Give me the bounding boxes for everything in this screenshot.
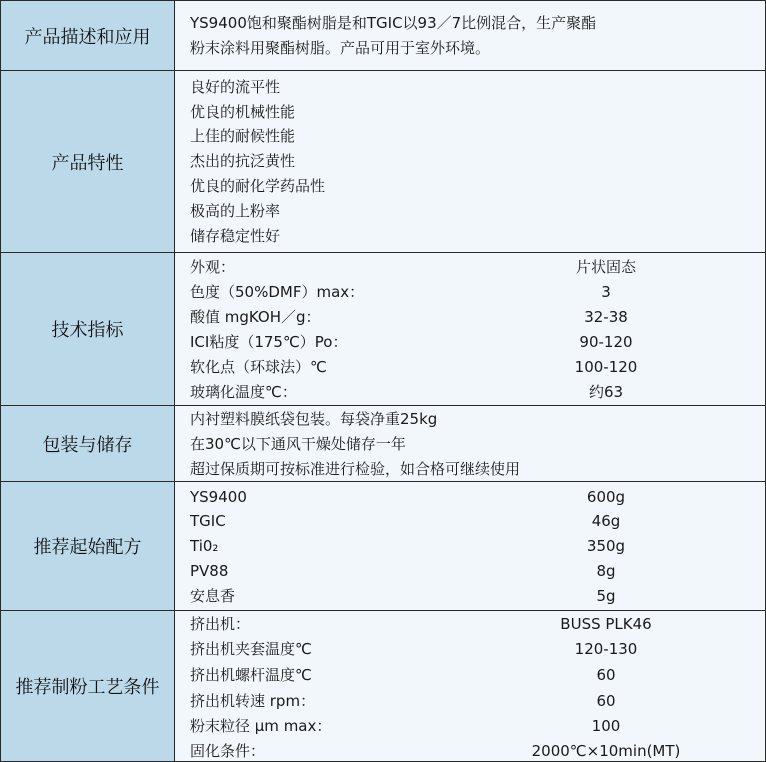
formula-name: 安息香 [190,587,236,605]
section-packaging [1,406,765,482]
section-content [176,406,765,481]
spec-name: 酸值 mgKOH／g： [190,308,321,326]
description-line: 粉末涂料用聚酯树脂。产品可用于室外环境。 [190,39,491,57]
process-name: 固化条件： [190,742,266,760]
section-content [176,253,765,405]
spec-name: 软化点（环球法）℃ [190,358,327,376]
formula-value: 600g [586,488,626,506]
process-name: 挤出机： [190,615,251,633]
section-content [176,611,765,761]
packaging-line: 超过保质期可按标准进行检验，如合格可继续使用 [190,460,521,478]
property-line: 优良的机械性能 [190,103,296,121]
section-label: 推荐起始配方 [1,482,175,610]
process-name: 挤出机夹套温度℃ [190,640,312,658]
formula-name: PV88 [190,562,229,580]
spec-value: 3 [601,283,611,301]
property-line: 优良的耐化学药品性 [190,177,326,195]
spec-value: 100-120 [574,358,638,376]
property-line: 极高的上粉率 [190,202,281,220]
section-specs [1,253,765,406]
process-value: 60 [596,692,616,710]
process-value: 2000℃×10min(MT) [531,742,681,760]
section-label: 包装与储存 [1,406,175,481]
formula-name: YS9400 [190,488,247,506]
property-line: 杰出的抗泛黄性 [190,152,296,170]
spec-name: ICI粘度（175℃）Po： [190,333,348,351]
formula-value: 8g [596,562,616,580]
process-value: 120-130 [574,640,638,658]
spec-value: 约63 [588,383,624,401]
property-line: 储存稳定性好 [190,227,281,245]
formula-value: 46g [591,512,621,530]
process-value: 100 [591,717,621,735]
section-process [1,611,765,761]
section-content [176,482,765,610]
property-line: 上佳的耐候性能 [190,127,296,145]
section-label: 推荐制粉工艺条件 [1,611,175,761]
formula-value: 350g [586,537,626,555]
section-formula [1,482,765,611]
section-label: 产品特性 [1,71,175,252]
section-label: 产品描述和应用 [1,1,175,70]
section-description [1,1,765,71]
process-value: BUSS PLK46 [560,615,652,633]
section-content [176,71,765,252]
spec-name: 外观： [190,258,236,276]
property-line: 良好的流平性 [190,78,281,96]
spec-name: 色度（50%DMF）max： [190,283,365,301]
spec-name: 玻璃化温度℃： [190,383,297,401]
section-content [176,1,765,70]
formula-name: Ti0₂ [190,537,219,555]
process-name: 挤出机螺杆温度℃ [190,666,312,684]
packaging-line: 在30℃以下通风干燥处储存一年 [190,435,406,453]
formula-value: 5g [596,587,616,605]
section-label: 技术指标 [1,253,175,405]
packaging-line: 内衬塑料膜纸袋包装。每袋净重25kg [190,410,438,428]
spec-value: 90-120 [579,333,633,351]
process-value: 60 [596,666,616,684]
section-properties [1,71,765,253]
process-name: 挤出机转速 rpm： [190,692,316,710]
spec-value: 片状固态 [575,258,636,276]
process-name: 粉末粒径 μm max： [190,717,332,735]
formula-name: TGIC [190,512,226,530]
description-line: YS9400饱和聚酯树脂是和TGIC以93／7比例混合，生产聚酯 [190,14,597,32]
spec-value: 32-38 [584,308,628,326]
